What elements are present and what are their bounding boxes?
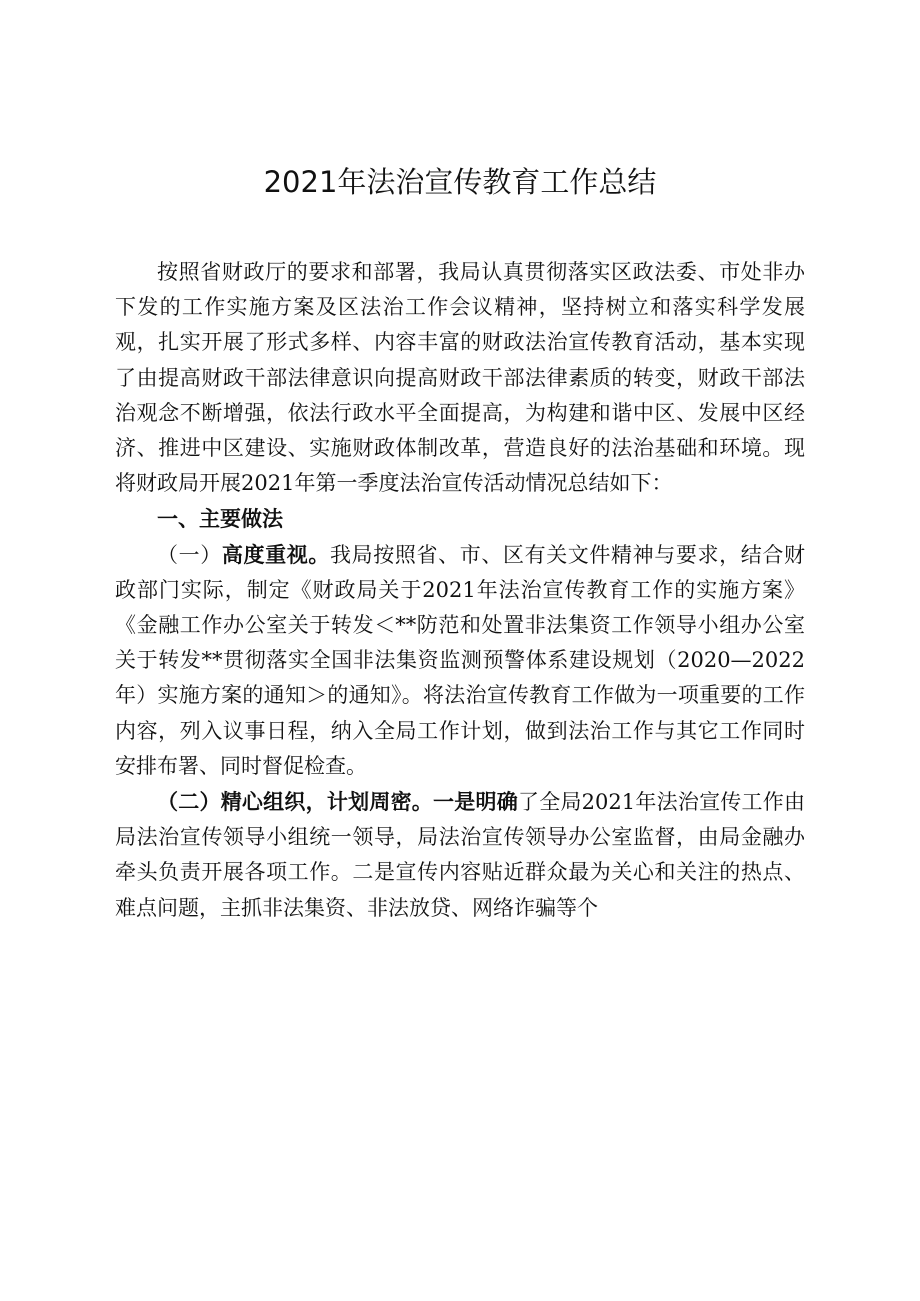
item-1-prefix: （一）	[157, 542, 222, 567]
document-body	[115, 255, 805, 926]
item-1-text: 我局按照省、市、区有关文件精神与要求，结合财政部门实际，制定《财政局关于2021年法治宣传教育工作的实施方案》《金融工作办公室关于转发＜**防范和处置非法集资工作领导小组办公室关于转发**贯彻落实全国非法集资监测预警体系建设规划（2020—2022年）实施方案的通知＞的通知》。将法治宣传教育工作做为一项重要的工作内容，列入议事日程，纳入全局工作计划，做到法治工作与其它工作同时安排布署、同时督促检查。	[115, 542, 806, 778]
item-1-paragraph	[115, 537, 805, 784]
item-1-lead: 高度重视。	[221, 541, 330, 567]
section-heading-main-practices: 一、主要做法	[157, 506, 283, 532]
item-2-text: 了全局2021年法治宣传工作由局法治宣传领导小组统一领导，局法治宣传领导办公室监督，由局金融办牵头负责开展各项工作。二是宣传内容贴近群众最为关心和关注的热点、难点问题，主抓非法集资、非法放贷、网络诈骗等个	[115, 790, 805, 920]
item-2-paragraph	[115, 784, 805, 926]
intro-paragraph: 按照省财政厅的要求和部署，我局认真贯彻落实区政法委、市处非办下发的工作实施方案及区法治工作会议精神，坚持树立和落实科学发展观，扎实开展了形式多样、内容丰富的财政法治宣传教育活动，基本实现了由提高财政干部法律意识向提高财政干部法律素质的转变，财政干部法治观念不断增强，依法行政水平全面提高，为构建和谐中区、发展中区经济、推进中区建设、实施财政体制改革，营造良好的法治基础和环境。现将财政局开展2021年第一季度法治宣传活动情况总结如下：	[115, 260, 805, 496]
document-title: 2021年法治宣传教育工作总结	[263, 165, 657, 199]
item-2-lead: （二）精心组织，计划周密。一是明确	[157, 789, 518, 815]
